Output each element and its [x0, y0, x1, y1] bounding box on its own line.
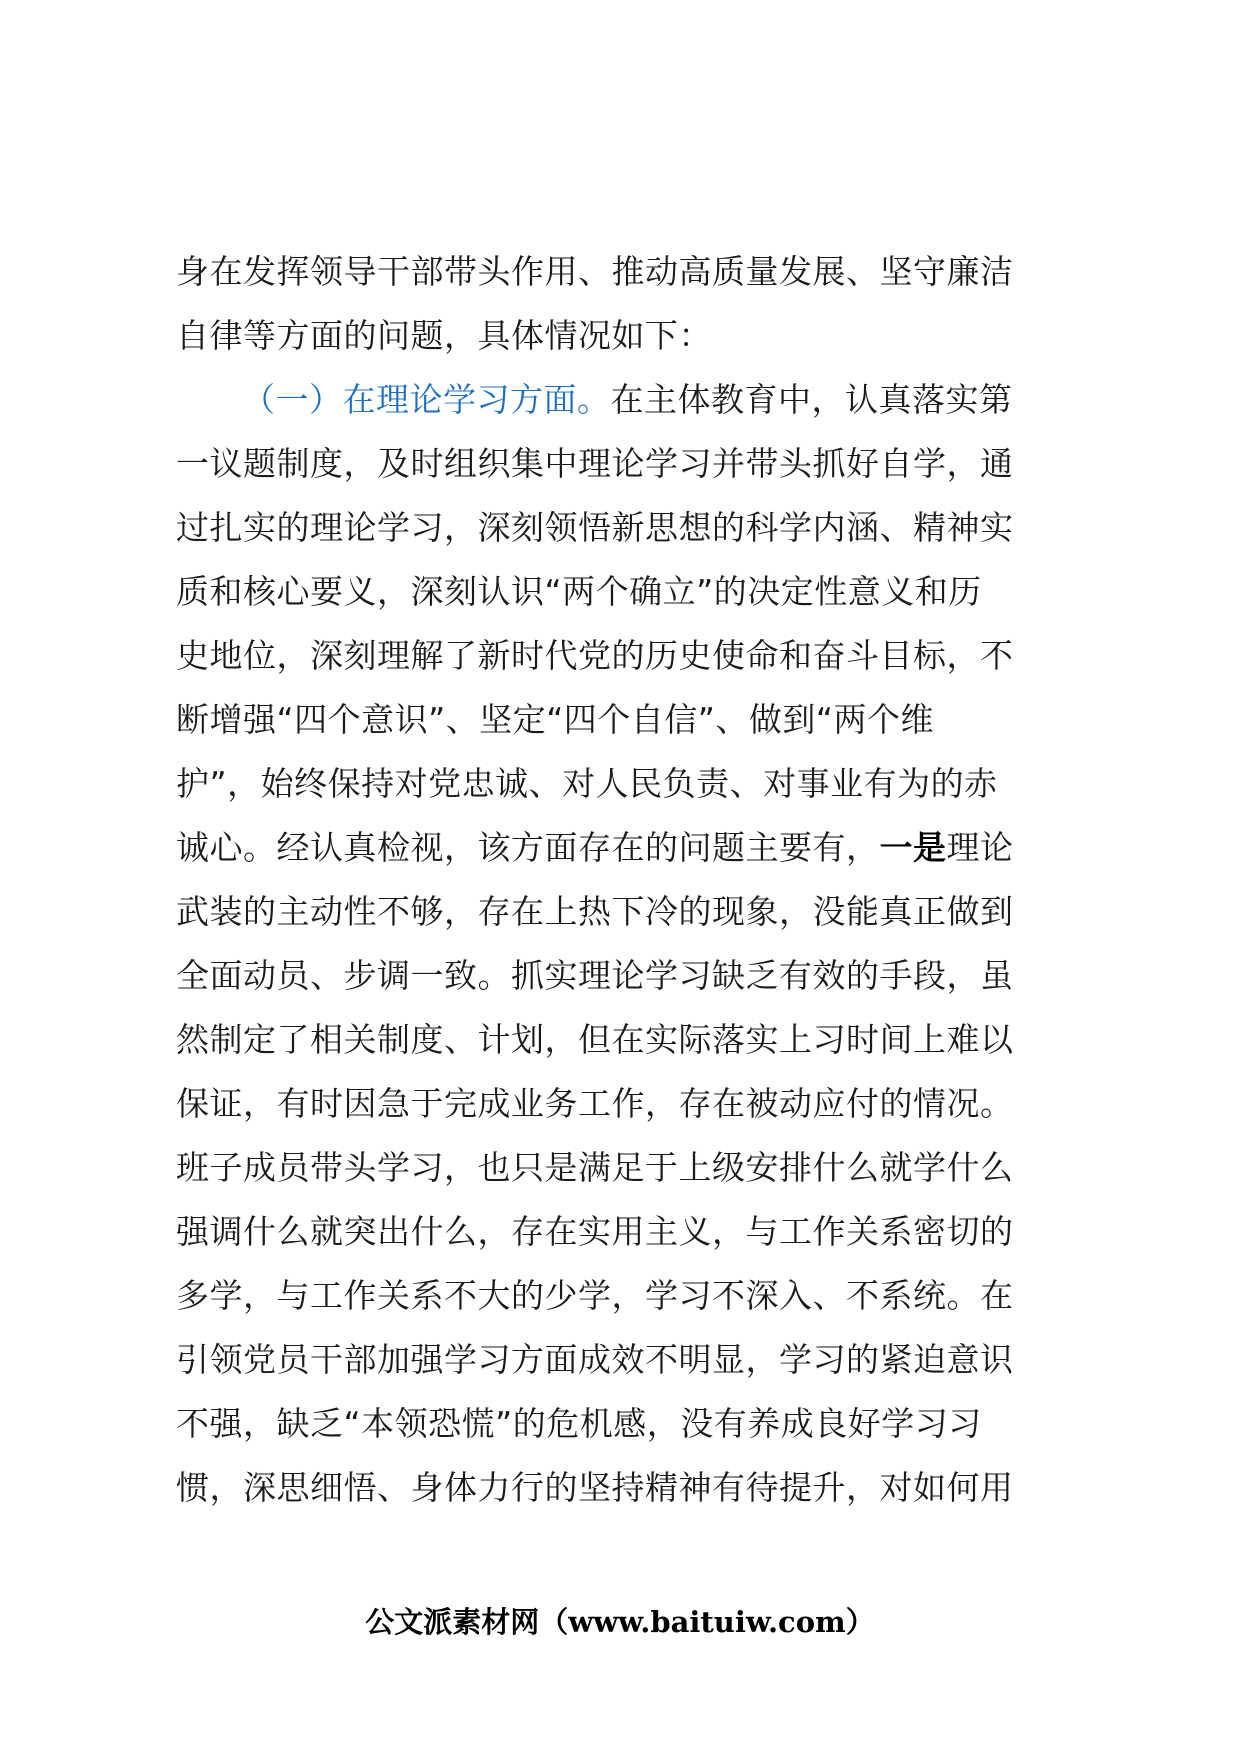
emphasis-line	[176, 816, 1076, 880]
document-body	[176, 240, 1076, 1520]
text-line: 强调什么就突出什么，存在实用主义，与工作关系密切的	[176, 1212, 1014, 1251]
text-line: 质和核心要义，深刻认识“两个确立”的决定性意义和历	[176, 572, 982, 611]
text-line: 保证，有时因急于完成业务工作，存在被动应付的情况。	[176, 1084, 1014, 1123]
text-line: 多学，与工作关系不大的少学，学习不深入、不系统。在	[176, 1276, 1014, 1315]
text-line: 不强，缺乏“本领恐慌”的危机感，没有养成良好学习习	[176, 1404, 982, 1443]
text-line: 武装的主动性不够，存在上热下冷的现象，没能真正做到	[176, 892, 1014, 931]
text-line: 惯，深思细悟、身体力行的坚持精神有待提升，对如何用	[176, 1468, 1014, 1507]
footer-watermark: 公文派素材网（www.baituiw.com）	[365, 1605, 875, 1639]
emphasis-suffix: 理论	[946, 828, 1014, 867]
emphasis-prefix: 诚心。经认真检视，该方面存在的问题主要有，	[176, 828, 880, 867]
section-heading-line	[176, 368, 1076, 432]
section-heading-continuation: 在主体教育中，认真落实第	[610, 380, 1013, 419]
section-heading: （一）在理论学习方面。	[242, 380, 611, 419]
text-line: 断增强“四个意识”、坚定“四个自信”、做到“两个维	[176, 700, 934, 739]
emphasis-marker: 一是	[879, 828, 947, 867]
text-line: 身在发挥领导干部带头作用、推动高质量发展、坚守廉洁	[176, 252, 1014, 291]
text-line: 自律等方面的问题，具体情况如下：	[176, 316, 712, 355]
text-line: 一议题制度，及时组织集中理论学习并带头抓好自学，通	[176, 444, 1014, 483]
text-line: 过扎实的理论学习，深刻领悟新思想的科学内涵、精神实	[176, 508, 1014, 547]
text-line: 然制定了相关制度、计划，但在实际落实上习时间上难以	[176, 1020, 1014, 1059]
text-line: 护”，始终保持对党忠诚、对人民负责、对事业有为的赤	[176, 764, 998, 803]
text-line: 史地位，深刻理解了新时代党的历史使命和奋斗目标，不	[176, 636, 1014, 675]
text-line: 引领党员干部加强学习方面成效不明显，学习的紧迫意识	[176, 1340, 1014, 1379]
text-line: 全面动员、步调一致。抓实理论学习缺乏有效的手段，虽	[176, 956, 1014, 995]
text-line: 班子成员带头学习，也只是满足于上级安排什么就学什么	[176, 1148, 1014, 1187]
